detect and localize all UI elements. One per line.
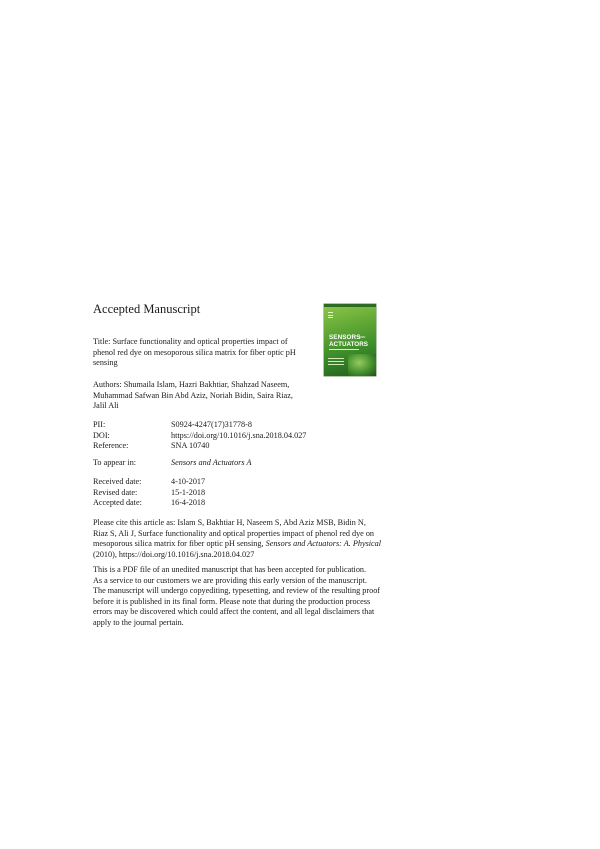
date-label: Revised date:	[93, 487, 138, 497]
identifier-label: Reference:	[93, 441, 129, 450]
doi-link[interactable]: https://doi.org/10.1016/j.sna.2018.04.027	[171, 430, 307, 440]
cover-title-sensors: SENSORS	[329, 334, 361, 341]
appear-in-label: To appear in:	[93, 458, 137, 467]
citation-line	[93, 539, 507, 550]
citation-text: mesoporous silica matrix for fiber optic pH sensing,	[93, 539, 266, 548]
date-value: 4-10-2017	[171, 477, 206, 486]
page-heading: Accepted Manuscript	[93, 302, 201, 316]
authors-line: Jalil Ali	[93, 401, 119, 410]
cover-text-lines	[328, 358, 344, 367]
cover-title-actuators: ACTUATORS	[329, 341, 368, 348]
authors-line: Authors: Shumaila Islam, Hazri Bakhtiar, Shahzad Naseem,	[93, 380, 290, 389]
disclaimer-paragraph	[93, 565, 507, 628]
citation-line: Riaz S, Ali J, Surface functionality and optical properties impact of phenol red dye on	[93, 528, 375, 538]
authors-line: Muhammad Safwan Bin Abd Aziz, Noriah Bidin, Saira Riaz,	[93, 390, 293, 400]
identifier-value: S0924-4247(17)31778-8	[171, 420, 252, 429]
title-line: Title: Surface functionality and optical properties impact of	[93, 337, 288, 346]
identifier-label: PII:	[93, 420, 106, 429]
citation-line: Please cite this article as: Islam S, Bakhtiar H, Naseem S, Abd Aziz MSB, Bidin N,	[93, 518, 366, 527]
disclaimer-line: before it is published in its final form. Please note that during the production process	[93, 596, 371, 606]
identifier-value: SNA 10740	[171, 441, 210, 450]
title-line: phenol red dye on mesoporous silica matrix for fiber optic pH	[93, 347, 296, 357]
journal-name: Sensors and Actuators A	[171, 458, 252, 467]
article-title	[93, 337, 323, 369]
citation-line: (2010), https://doi.org/10.1016/j.sna.2018.04.027	[93, 549, 255, 559]
cover-publisher-mark	[328, 312, 333, 321]
disclaimer-line: apply to the journal pertain.	[93, 617, 184, 627]
journal-cover-image	[324, 304, 376, 376]
citation-journal: Sensors and Actuators: A. Physical	[265, 539, 382, 548]
cover-artwork	[348, 354, 376, 376]
citation-paragraph	[93, 518, 507, 560]
cover-top-strip	[324, 304, 376, 307]
title-line: sensing	[93, 358, 118, 367]
disclaimer-line: This is a PDF file of an unedited manuscript that has been accepted for publication.	[93, 565, 367, 574]
disclaimer-line: The manuscript will undergo copyediting, typesetting, and review of the resulting proof	[93, 586, 381, 595]
article-authors	[93, 380, 333, 412]
cover-title-and: AND	[359, 335, 366, 339]
date-label: Received date:	[93, 477, 142, 486]
date-value: 15-1-2018	[171, 487, 206, 497]
cover-subtitle-line	[329, 349, 359, 350]
date-value: 16-4-2018	[171, 498, 206, 507]
disclaimer-line: As a service to our customers we are providing this early version of the manuscript.	[93, 575, 367, 585]
disclaimer-line: errors may be discovered which could affect the content, and all legal disclaimers that	[93, 607, 375, 616]
date-label: Accepted date:	[93, 498, 142, 507]
identifier-label: DOI:	[93, 430, 110, 440]
